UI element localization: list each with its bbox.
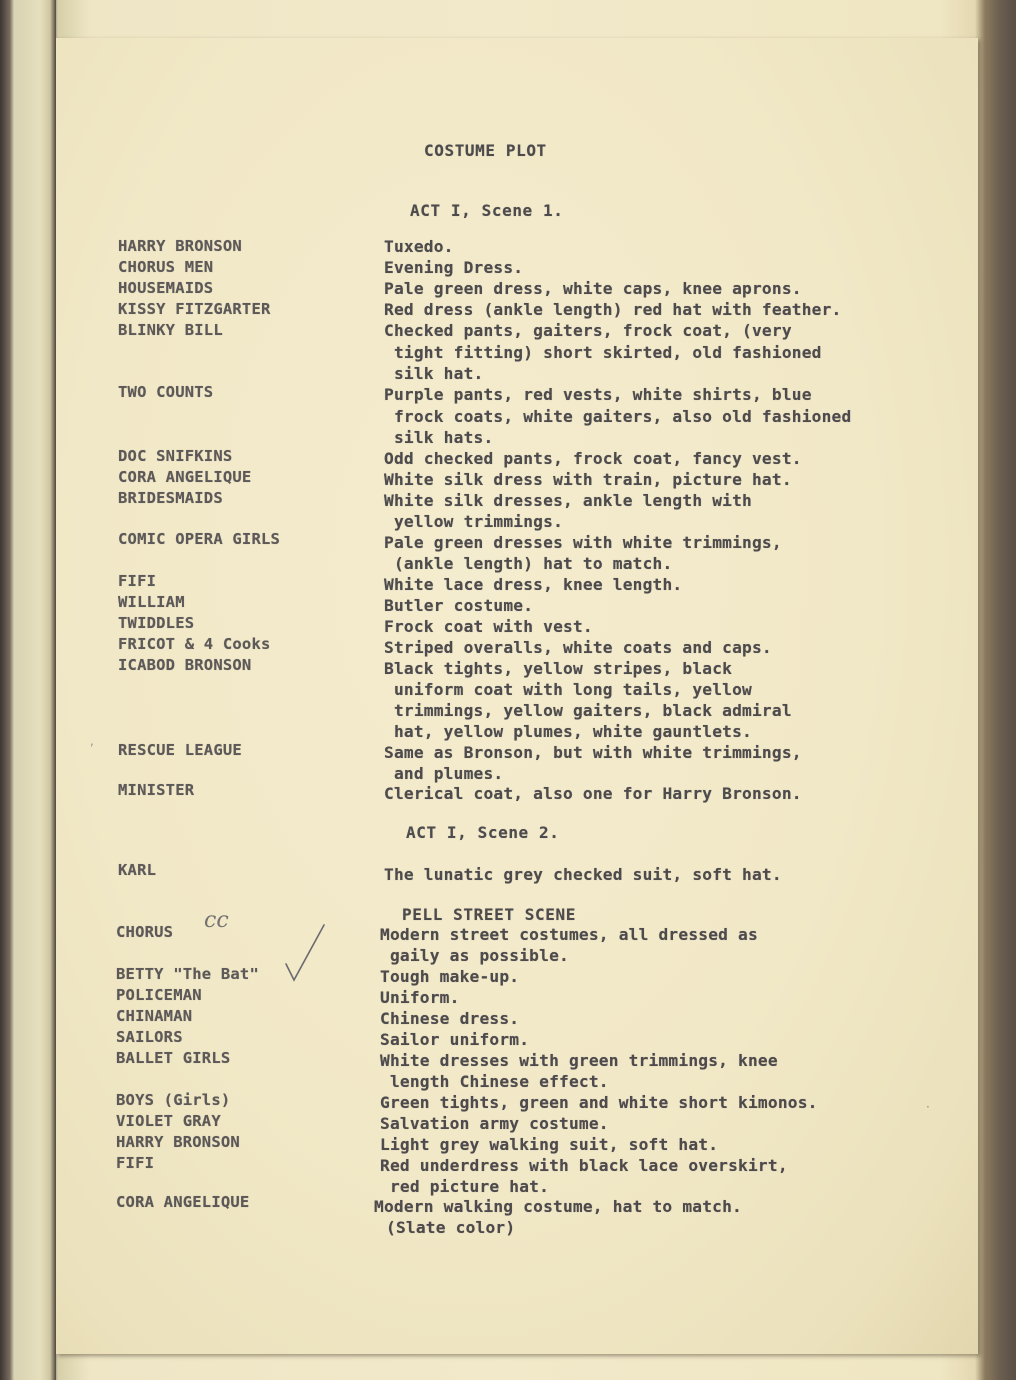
costume-description: and plumes.: [384, 764, 504, 783]
costume-description: Light grey walking suit, soft hat.: [380, 1135, 719, 1154]
character-name: MINISTER: [118, 781, 195, 799]
check-mark-icon: [284, 922, 328, 984]
character-name: BOYS (Girls): [116, 1091, 231, 1109]
costume-description: Evening Dress.: [384, 258, 524, 277]
costume-description: (ankle length) hat to match.: [384, 554, 673, 573]
costume-description: Chinese dress.: [380, 1009, 520, 1028]
costume-description: length Chinese effect.: [380, 1072, 609, 1091]
costume-description: The lunatic grey checked suit, soft hat.: [384, 865, 782, 884]
character-name: FIFI: [116, 1154, 155, 1172]
character-name: TWIDDLES: [118, 614, 195, 632]
costume-description: Modern street costumes, all dressed as: [380, 925, 758, 944]
character-name: RESCUE LEAGUE: [118, 741, 242, 759]
costume-description: Frock coat with vest.: [384, 617, 593, 636]
character-name: CHINAMAN: [116, 1007, 193, 1025]
character-name: HOUSEMAIDS: [118, 279, 214, 297]
costume-description: silk hats.: [384, 428, 494, 447]
handwritten-note: cc: [204, 908, 229, 933]
character-name: CORA ANGELIQUE: [116, 1193, 250, 1211]
character-name: FIFI: [118, 572, 157, 590]
costume-description: White silk dress with train, picture hat.: [384, 470, 792, 489]
costume-description: Tough make-up.: [380, 967, 520, 986]
character-name: KARL: [118, 861, 157, 879]
act-heading: ACT I, Scene 1.: [410, 201, 564, 220]
character-name: POLICEMAN: [116, 986, 202, 1004]
costume-description: Striped overalls, white coats and caps.: [384, 638, 772, 657]
character-name: ICABOD BRONSON: [118, 656, 252, 674]
character-name: KISSY FITZGARTER: [118, 300, 271, 318]
costume-description: Uniform.: [380, 988, 460, 1007]
costume-description: Pale green dress, white caps, knee aprons.: [384, 279, 802, 298]
character-name: BLINKY BILL: [118, 321, 223, 339]
costume-description: gaily as possible.: [380, 946, 569, 965]
costume-description: Tuxedo.: [384, 237, 454, 256]
page-title: COSTUME PLOT: [424, 141, 547, 160]
character-name: BETTY "The Bat": [116, 965, 259, 983]
character-name: TWO COUNTS: [118, 383, 214, 401]
costume-description: Sailor uniform.: [380, 1030, 530, 1049]
character-name: BRIDESMAIDS: [118, 489, 223, 507]
costume-description: silk hat.: [384, 364, 484, 383]
margin-mark: ·: [926, 1100, 930, 1114]
costume-description: White silk dresses, ankle length with: [384, 491, 752, 510]
costume-description: Butler costume.: [384, 596, 534, 615]
costume-description: Black tights, yellow stripes, black: [384, 659, 733, 678]
character-name: CHORUS MEN: [118, 258, 214, 276]
character-name: COMIC OPERA GIRLS: [118, 530, 281, 548]
costume-description: yellow trimmings.: [384, 512, 564, 531]
costume-description: Salvation army costume.: [380, 1114, 609, 1133]
costume-description: (Slate color): [386, 1218, 516, 1237]
costume-description: Checked pants, gaiters, frock coat, (very: [384, 321, 792, 340]
costume-description: hat, yellow plumes, white gauntlets.: [384, 722, 752, 741]
act-heading: ACT I, Scene 2.: [406, 823, 560, 842]
costume-description: White lace dress, knee length.: [384, 575, 683, 594]
costume-description: frock coats, white gaiters, also old fashioned: [384, 407, 852, 426]
character-name: HARRY BRONSON: [118, 237, 242, 255]
character-name: HARRY BRONSON: [116, 1133, 240, 1151]
character-name: CHORUS: [116, 923, 174, 941]
character-name: VIOLET GRAY: [116, 1112, 221, 1130]
costume-description: Same as Bronson, but with white trimmings,: [384, 743, 802, 762]
character-name: FRICOT & 4 Cooks: [118, 635, 271, 653]
costume-description: red picture hat.: [380, 1177, 550, 1196]
costume-description: tight fitting) short skirted, old fashioned: [384, 343, 822, 362]
character-name: CORA ANGELIQUE: [118, 468, 252, 486]
character-name: BALLET GIRLS: [116, 1049, 231, 1067]
book-binding-edge: [0, 0, 56, 1380]
costume-description: Red underdress with black lace overskirt,: [380, 1156, 788, 1175]
costume-description: White dresses with green trimmings, knee: [380, 1051, 778, 1070]
margin-mark: ,: [90, 734, 94, 748]
typewritten-page: [56, 38, 978, 1354]
costume-description: Modern walking costume, hat to match.: [374, 1197, 742, 1216]
costume-description: Green tights, green and white short kimonos.: [380, 1093, 818, 1112]
character-name: WILLIAM: [118, 593, 185, 611]
costume-description: Odd checked pants, frock coat, fancy vest.: [384, 449, 802, 468]
costume-description: Clerical coat, also one for Harry Bronson.: [384, 784, 802, 803]
costume-description: uniform coat with long tails, yellow: [384, 680, 752, 699]
costume-description: Red dress (ankle length) red hat with feather.: [384, 300, 842, 319]
costume-description: trimmings, yellow gaiters, black admiral: [384, 701, 792, 720]
character-name: DOC SNIFKINS: [118, 447, 233, 465]
costume-description: Pale green dresses with white trimmings,: [384, 533, 782, 552]
character-name: SAILORS: [116, 1028, 183, 1046]
scene-heading: PELL STREET SCENE: [402, 905, 576, 924]
costume-description: Purple pants, red vests, white shirts, blue: [384, 385, 812, 404]
